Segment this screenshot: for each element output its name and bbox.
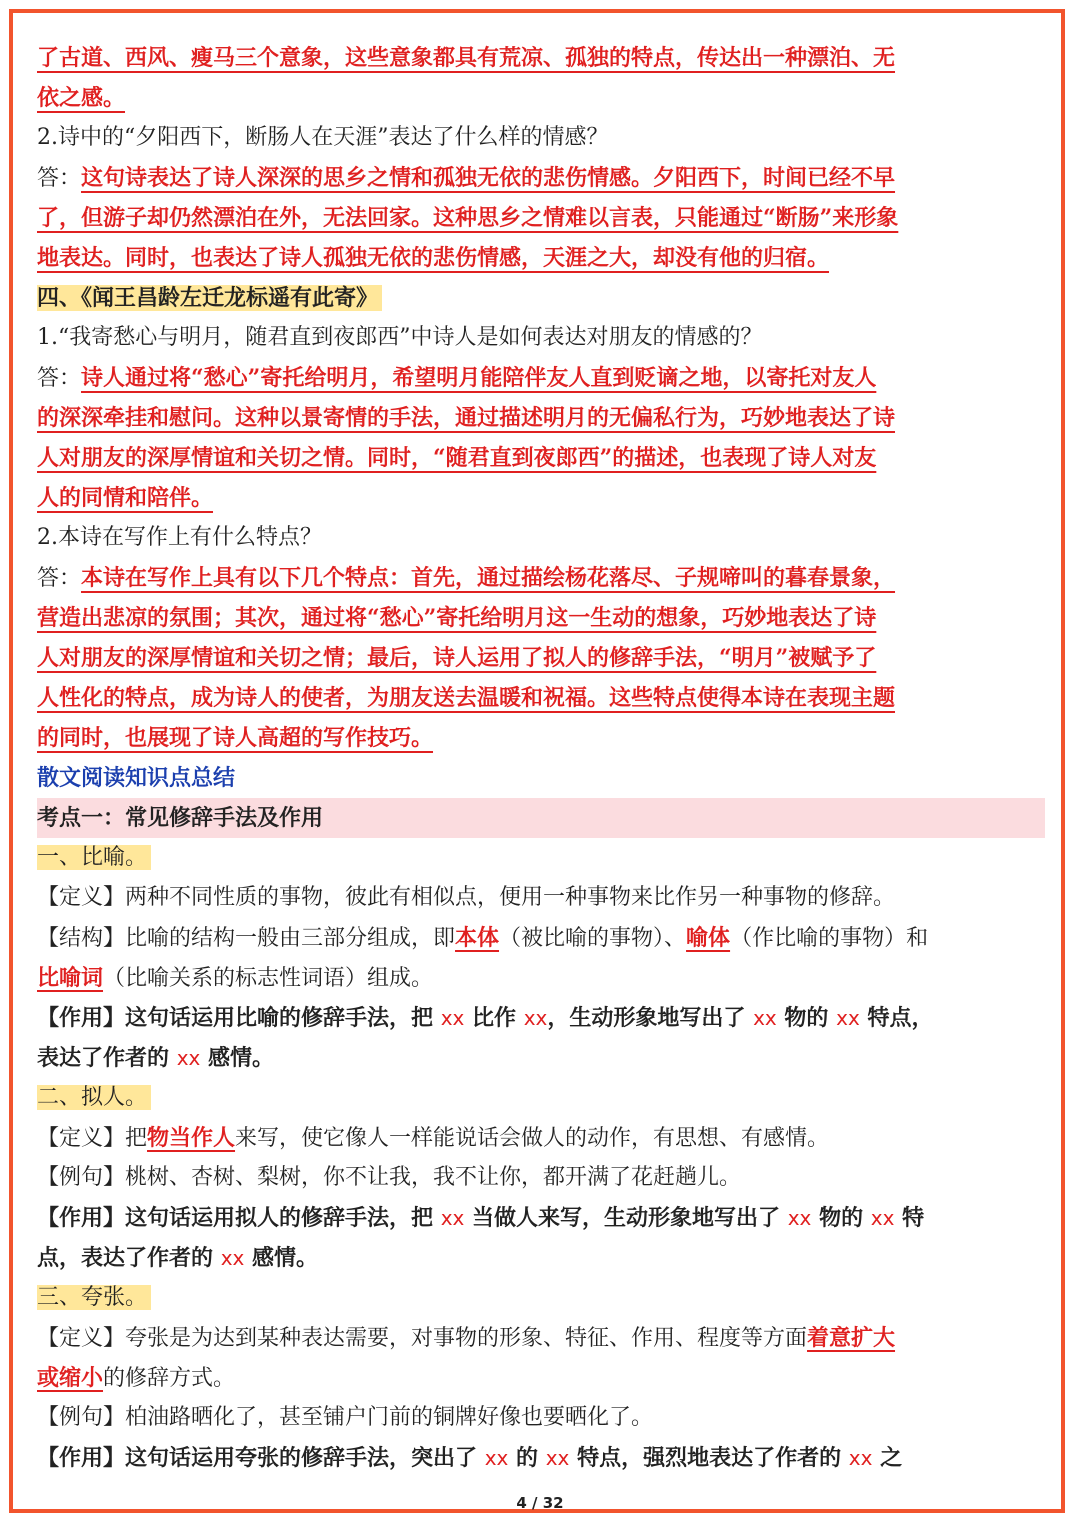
section-title: 四、《闻王昌龄左迁龙标遥有此寄》 xyxy=(37,285,382,311)
keyword: 本体 xyxy=(455,925,500,951)
text: 的 xyxy=(516,1445,539,1471)
text: 物的 xyxy=(784,1005,829,1031)
answer-text: 地表达。同时，也表达了诗人孤独无依的悲伤情感，天涯之大，却没有他的归宿。 xyxy=(37,245,830,271)
section-title: 三、夸张。 xyxy=(37,1285,151,1310)
answer-text: 诗人通过将“愁心”寄托给明月，希望明月能陪伴友人直到贬谪之地，以寄托对友人 xyxy=(81,365,877,391)
definition-line xyxy=(37,1118,1047,1158)
answer-text: 营造出悲凉的氛围；其次，通过将“愁心”寄托给明月这一生动的想象，巧妙地表达了诗 xyxy=(37,605,877,631)
placeholder-xx: xx xyxy=(220,1246,245,1270)
text: 点，表达了作者的 xyxy=(37,1245,214,1271)
text: 感情。 xyxy=(252,1245,319,1271)
usage-line xyxy=(37,1198,1047,1238)
answer-line xyxy=(37,678,1047,718)
text: 【结构】比喻的结构一般由三部分组成，即 xyxy=(37,926,456,951)
answer-line xyxy=(37,358,1047,398)
section-heading xyxy=(37,838,1047,878)
document-body xyxy=(37,38,1047,1478)
definition-line xyxy=(37,1358,1047,1398)
question-2: 2.诗中的“夕阳西下，断肠人在天涯”表达了什么样的情感？ xyxy=(37,125,609,150)
answer-text: 的深深牵挂和慰问。这种以景寄情的手法，通过描述明月的无偏私行为，巧妙地表达了诗 xyxy=(37,405,896,431)
placeholder-xx: xx xyxy=(523,1006,548,1030)
question-1: 1.“我寄愁心与明月，随君直到夜郎西”中诗人是如何表达对朋友的情感的？ xyxy=(37,325,763,350)
answer-text: 这句诗表达了诗人深深的思乡之情和孤独无依的悲伤情感。夕阳西下，时间已经不早 xyxy=(81,165,896,191)
structure-line xyxy=(37,918,1047,958)
text: 比作 xyxy=(472,1005,517,1031)
text-line xyxy=(37,38,1047,78)
text: 当做人来写，生动形象地写出了 xyxy=(472,1205,781,1231)
text: 【作用】这句话运用比喻的修辞手法，把 xyxy=(37,1005,434,1031)
answer-text: 人对朋友的深厚情谊和关切之情。同时，“随君直到夜郎西”的描述，也表现了诗人对友 xyxy=(37,445,877,471)
kaodian-heading xyxy=(37,798,1047,838)
text: （作比喻的事物）和 xyxy=(730,926,929,951)
answer-label: 答： xyxy=(37,366,82,391)
placeholder-xx: xx xyxy=(870,1206,895,1230)
answer-text: 人对朋友的深厚情谊和关切之情；最后，诗人运用了拟人的修辞手法，“明月”被赋予了 xyxy=(37,645,877,671)
answer-line xyxy=(37,558,1047,598)
keyword: 着意扩大 xyxy=(807,1325,896,1351)
usage-line xyxy=(37,998,1047,1038)
answer-text: 的同时，也展现了诗人高超的写作技巧。 xyxy=(37,725,434,751)
text: ，生动形象地写出了 xyxy=(547,1005,746,1031)
text: 来写，使它像人一样能说话会做人的动作，有思想、有感情。 xyxy=(235,1126,830,1151)
text: 特点，强烈地表达了作者的 xyxy=(577,1445,842,1471)
placeholder-xx: xx xyxy=(753,1006,777,1030)
keyword: 或缩小 xyxy=(37,1365,104,1391)
usage-line xyxy=(37,1438,1047,1478)
text: 物的 xyxy=(819,1205,864,1231)
keyword: 喻体 xyxy=(686,925,731,951)
section-heading xyxy=(37,1278,1047,1318)
answer-text: 了，但游子却仍然漂泊在外，无法回家。这种思乡之情难以言表，只能通过“断肠”来形象 xyxy=(37,205,899,231)
page-number: 4 / 32 xyxy=(516,1494,564,1512)
text: 感情。 xyxy=(208,1045,275,1071)
answer-line xyxy=(37,438,1047,478)
answer-line xyxy=(37,198,1047,238)
keyword: 比喻词 xyxy=(37,965,104,991)
text: 的修辞方式。 xyxy=(103,1366,236,1391)
keyword: 物当作人 xyxy=(147,1125,236,1151)
definition-line xyxy=(37,1318,1047,1358)
text-line xyxy=(37,78,1047,118)
text: 表达了作者的 xyxy=(37,1045,170,1071)
answer-label: 答： xyxy=(37,166,82,191)
text: （被比喻的事物）、 xyxy=(499,926,687,951)
answer-text: 人的同情和陪伴。 xyxy=(37,485,214,511)
placeholder-xx: xx xyxy=(176,1046,201,1070)
placeholder-xx: xx xyxy=(836,1006,860,1030)
text: 之 xyxy=(880,1445,903,1471)
answer-label: 答： xyxy=(37,566,82,591)
section-title: 一、比喻。 xyxy=(37,845,151,870)
structure-line xyxy=(37,958,1047,998)
answer-line xyxy=(37,718,1047,758)
text: 特点， xyxy=(867,1005,934,1031)
text: 【作用】这句话运用拟人的修辞手法，把 xyxy=(37,1205,434,1231)
answer-line xyxy=(37,158,1047,198)
usage-line xyxy=(37,1238,1047,1278)
text: 【定义】把 xyxy=(37,1126,148,1151)
answer-line xyxy=(37,398,1047,438)
text: 特 xyxy=(902,1205,925,1231)
answer-text: 人性化的特点，成为诗人的使者，为朋友送去温暖和祝福。这些特点使得本诗在表现主题 xyxy=(37,685,896,711)
answer-line xyxy=(37,638,1047,678)
placeholder-xx: xx xyxy=(787,1206,812,1230)
answer-line xyxy=(37,598,1047,638)
answer-text: 了古道、西风、瘦马三个意象，这些意象都具有荒凉、孤独的特点，传达出一种漂泊、无 xyxy=(37,45,896,71)
section-heading xyxy=(37,278,1047,318)
prose-summary-title: 散文阅读知识点总结 xyxy=(37,765,236,791)
placeholder-xx: xx xyxy=(440,1206,465,1230)
example-line: 【例句】桃树、杏树、梨树，你不让我，我不让你，都开满了花赶趟儿。 xyxy=(37,1165,742,1190)
section-heading xyxy=(37,1078,1047,1118)
text: 【定义】夸张是为达到某种表达需要，对事物的形象、特征、作用、程度等方面 xyxy=(37,1326,808,1351)
text: 【作用】这句话运用夸张的修辞手法，突出了 xyxy=(37,1445,478,1471)
usage-line xyxy=(37,1038,1047,1078)
example-line: 【例句】柏油路晒化了，甚至铺户门前的铜牌好像也要晒化了。 xyxy=(37,1405,654,1430)
placeholder-xx: xx xyxy=(440,1006,465,1030)
placeholder-xx: xx xyxy=(848,1446,873,1470)
answer-line xyxy=(37,478,1047,518)
placeholder-xx: xx xyxy=(484,1446,509,1470)
answer-text: 依之感。 xyxy=(37,85,126,111)
placeholder-xx: xx xyxy=(545,1446,570,1470)
kaodian-title: 考点一：常见修辞手法及作用 xyxy=(37,798,1045,838)
definition-line: 【定义】两种不同性质的事物，彼此有相似点，便用一种事物来比作另一种事物的修辞。 xyxy=(37,885,896,910)
answer-text: 本诗在写作上具有以下几个特点：首先，通过描绘杨花落尽、子规啼叫的暮春景象， xyxy=(81,565,896,591)
question-2: 2.本诗在写作上有什么特点？ xyxy=(37,525,322,550)
section-title: 二、拟人。 xyxy=(37,1085,151,1110)
answer-line xyxy=(37,238,1047,278)
text: （比喻关系的标志性词语）组成。 xyxy=(103,966,434,991)
